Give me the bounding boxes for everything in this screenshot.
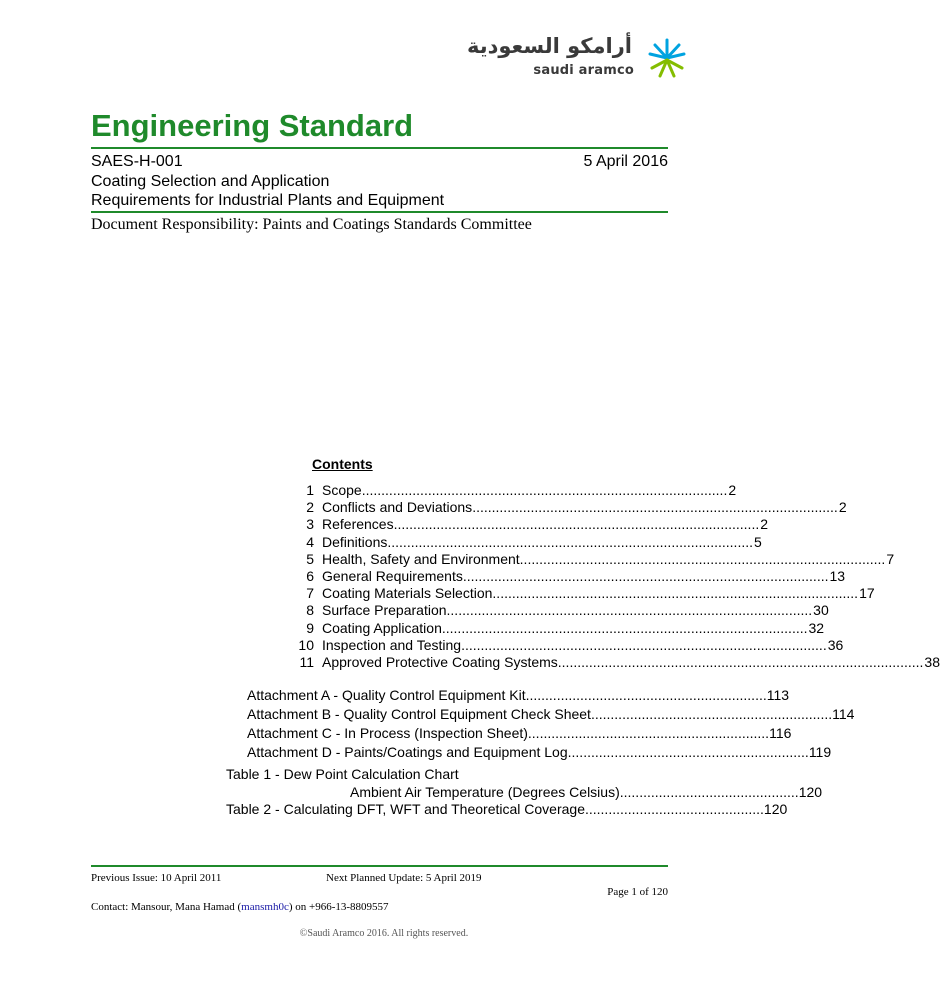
next-planned-update: Next Planned Update: 5 April 2019 [326, 872, 482, 884]
table2-title: Table 2 - Calculating DFT, WFT and Theoretical Coverage.............................................. [226, 801, 764, 817]
toc-page: 2 [838, 499, 847, 516]
toc-page: 5 [754, 533, 762, 550]
toc-title: References.............................................................................................. [322, 516, 760, 533]
doc-date: 5 April 2016 [583, 153, 668, 170]
toc-entry[interactable] [286, 653, 940, 671]
attachment-title: Attachment C - In Process (Inspection Sheet).............................................................. [247, 725, 770, 741]
doc-title-line1: Coating Selection and Application [91, 173, 330, 190]
toc-entry[interactable] [286, 499, 847, 516]
toc-entry[interactable] [286, 602, 829, 619]
toc-number: 9 [306, 619, 314, 636]
doc-title-line2: Requirements for Industrial Plants and Equipment [91, 192, 445, 209]
attachment-title: Attachment D - Paints/Coatings and Equipment Log.............................................................. [247, 744, 809, 760]
toc-number: 2 [306, 499, 314, 516]
attachment-page: 114 [832, 706, 855, 722]
toc-title: Definitions.............................................................................................. [322, 533, 754, 550]
toc-number: 4 [306, 533, 314, 550]
toc-title: Surface Preparation.............................................................................................. [322, 602, 813, 619]
toc-title: General Requirements.............................................................................................. [322, 567, 829, 584]
logo-arabic-text: أرامكو السعودية [466, 34, 632, 58]
attachment-entry[interactable] [247, 743, 832, 762]
toc-entry[interactable] [286, 585, 875, 602]
attachment-entry[interactable] [247, 705, 855, 724]
toc-title: Conflicts and Deviations.............................................................................................. [322, 499, 838, 516]
copyright-notice: ©Saudi Aramco 2016. All rights reserved. [299, 928, 469, 939]
attachment-title: Attachment B - Quality Control Equipment Check Sheet.............................................................. [247, 706, 833, 722]
table1-title[interactable]: Table 1 - Dew Point Calculation Chart [226, 766, 459, 782]
attachments-list [247, 686, 855, 762]
table2-page: 120 [763, 801, 788, 817]
contact-email-link[interactable]: mansmh0c [241, 901, 289, 913]
attachment-page: 116 [769, 725, 792, 741]
contents-heading: Contents [312, 456, 373, 472]
toc-page: 2 [760, 516, 769, 533]
doc-number: SAES-H-001 [91, 153, 183, 170]
toc-title: Coating Application.............................................................................................. [322, 619, 808, 636]
title-rule [91, 147, 668, 149]
toc-entry[interactable] [286, 636, 844, 654]
toc-title: Approved Protective Coating Systems.............................................................................................. [322, 653, 924, 670]
table1-subtitle: Ambient Air Temperature (Degrees Celsius).............................................. [350, 783, 799, 800]
toc-number: 8 [306, 602, 314, 619]
toc-entry[interactable] [286, 619, 825, 637]
attachment-entry[interactable] [247, 686, 790, 705]
table-of-contents [286, 482, 940, 671]
toc-entry[interactable] [286, 482, 737, 499]
toc-page: 13 [829, 567, 846, 584]
table2-entry[interactable] [226, 801, 788, 819]
toc-page: 36 [827, 636, 844, 653]
attachment-page: 113 [766, 687, 790, 703]
attachment-page: 119 [808, 744, 832, 760]
toc-number: 1 [306, 482, 314, 498]
toc-entry[interactable] [286, 533, 762, 551]
footer-rule [91, 865, 668, 867]
toc-number: 10 [298, 636, 314, 653]
toc-entry[interactable] [286, 567, 846, 585]
header-rule [91, 211, 668, 213]
logo-latin-text: saudi aramco [533, 63, 634, 78]
toc-number: 5 [306, 550, 314, 567]
tables-list [226, 766, 823, 819]
toc-page: 32 [808, 619, 825, 636]
toc-number: 7 [306, 585, 314, 602]
attachment-entry[interactable] [247, 724, 792, 743]
toc-page: 38 [924, 653, 940, 670]
toc-page: 17 [859, 585, 875, 602]
toc-title: Coating Materials Selection.............................................................................................. [322, 585, 859, 602]
toc-entry[interactable] [286, 550, 895, 568]
toc-entry[interactable] [286, 516, 769, 533]
toc-title: Scope.............................................................................................. [322, 482, 728, 498]
previous-issue: Previous Issue: 10 April 2011 [91, 872, 222, 884]
toc-number: 3 [306, 516, 314, 533]
page-title: Engineering Standard [91, 108, 414, 143]
table1-subentry[interactable] [226, 783, 823, 802]
toc-number: 11 [299, 653, 314, 670]
toc-page: 30 [813, 602, 829, 619]
toc-number: 6 [306, 567, 314, 584]
attachment-title: Attachment A - Quality Control Equipment Kit.............................................................. [247, 687, 767, 703]
toc-title: Inspection and Testing.............................................................................................. [322, 636, 827, 653]
toc-page: 7 [886, 550, 895, 567]
page-number: Page 1 of 120 [607, 886, 668, 898]
aramco-star-icon [644, 36, 690, 82]
contact-line: Contact: Mansour, Mana Hamad (mansmh0c) on +966-13-8809557 [91, 901, 389, 913]
table1-page: 120 [798, 783, 823, 800]
toc-title: Health, Safety and Environment.............................................................................................. [322, 550, 886, 567]
document-responsibility: Document Responsibility: Paints and Coatings Standards Committee [91, 216, 532, 233]
toc-page: 2 [728, 482, 737, 498]
saudi-aramco-logo [466, 34, 690, 84]
